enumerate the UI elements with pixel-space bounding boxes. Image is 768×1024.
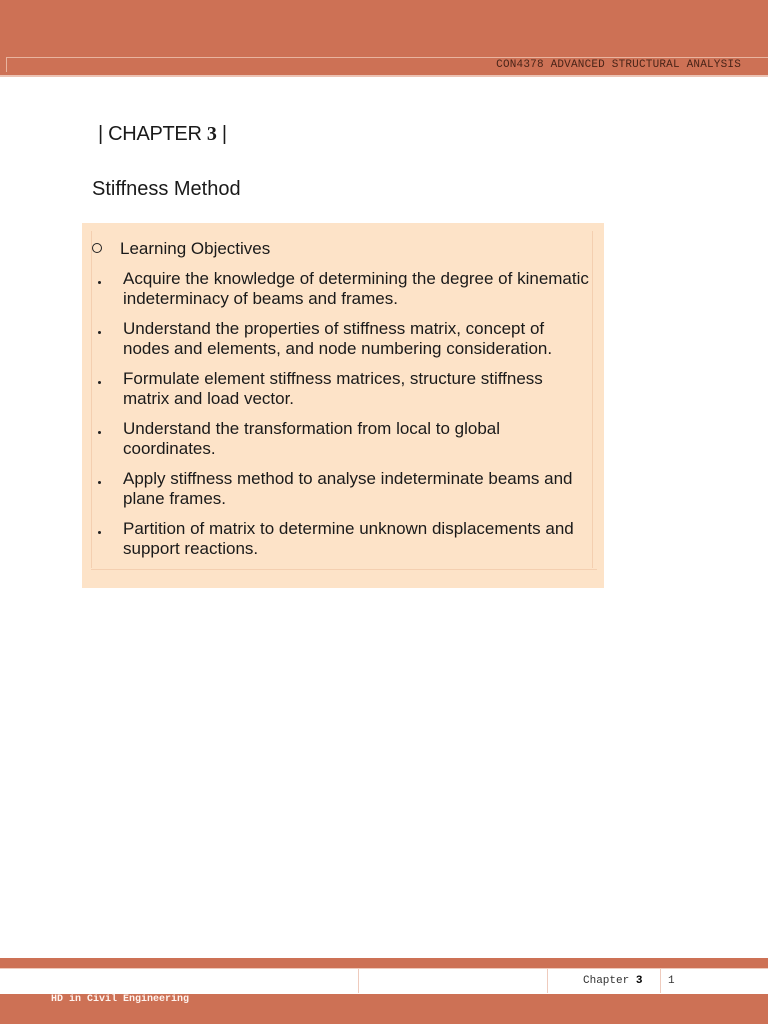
list-item [82, 519, 604, 558]
footer-divider [660, 969, 661, 993]
bullet-dot-icon [98, 531, 101, 534]
learning-objectives-box [82, 223, 604, 588]
footer-strip [0, 968, 768, 995]
footer-divider [358, 969, 359, 993]
chapter-heading [98, 123, 227, 146]
bullet-dot-icon [98, 381, 101, 384]
hollow-circle-bullet-icon [92, 243, 102, 253]
footer-band-top [0, 958, 768, 968]
chapter-title: Stiffness Method [92, 178, 241, 200]
bullet-dot-icon [98, 481, 101, 484]
list-item [82, 319, 604, 358]
learning-objectives-label: Learning Objectives [120, 239, 271, 258]
list-item [82, 269, 604, 308]
page-number: 1 [668, 975, 675, 987]
list-item [82, 469, 604, 508]
chapter-suffix: | [216, 123, 227, 145]
box-bottom-line [91, 569, 597, 570]
header-tick [6, 57, 7, 72]
learning-objectives-heading [92, 239, 270, 259]
objective-text: Partition of matrix to determine unknown displacements and support reactions. [123, 519, 574, 558]
header-rule [6, 57, 768, 58]
chapter-number: 3 [206, 123, 217, 145]
objective-text: Acquire the knowledge of determining the degree of kinematic indeterminacy of beams and frames. [123, 269, 589, 308]
objective-text: Understand the properties of stiffness matrix, concept of nodes and elements, and node numbering consideration. [123, 319, 553, 358]
header-bottom-rule [0, 75, 768, 77]
chapter-prefix: | CHAPTER [98, 123, 207, 145]
bullet-dot-icon [98, 431, 101, 434]
bullet-dot-icon [98, 281, 101, 284]
footer-chapter [583, 975, 642, 987]
footer-chapter-number: 3 [635, 975, 643, 987]
objective-text: Understand the transformation from local to global coordinates. [123, 419, 501, 458]
footer-divider [547, 969, 548, 993]
footer-organization: HD in Civil Engineering [51, 994, 190, 1005]
objectives-list [82, 269, 604, 569]
list-item [82, 419, 604, 458]
list-item [82, 369, 604, 408]
objective-text: Apply stiffness method to analyse indeterminate beams and plane frames. [123, 469, 573, 508]
objective-text: Formulate element stiffness matrices, structure stiffness matrix and load vector. [123, 369, 543, 408]
bullet-dot-icon [98, 331, 101, 334]
course-title: CON4378 ADVANCED STRUCTURAL ANALYSIS [496, 59, 741, 71]
footer-chapter-label: Chapter [583, 975, 636, 987]
